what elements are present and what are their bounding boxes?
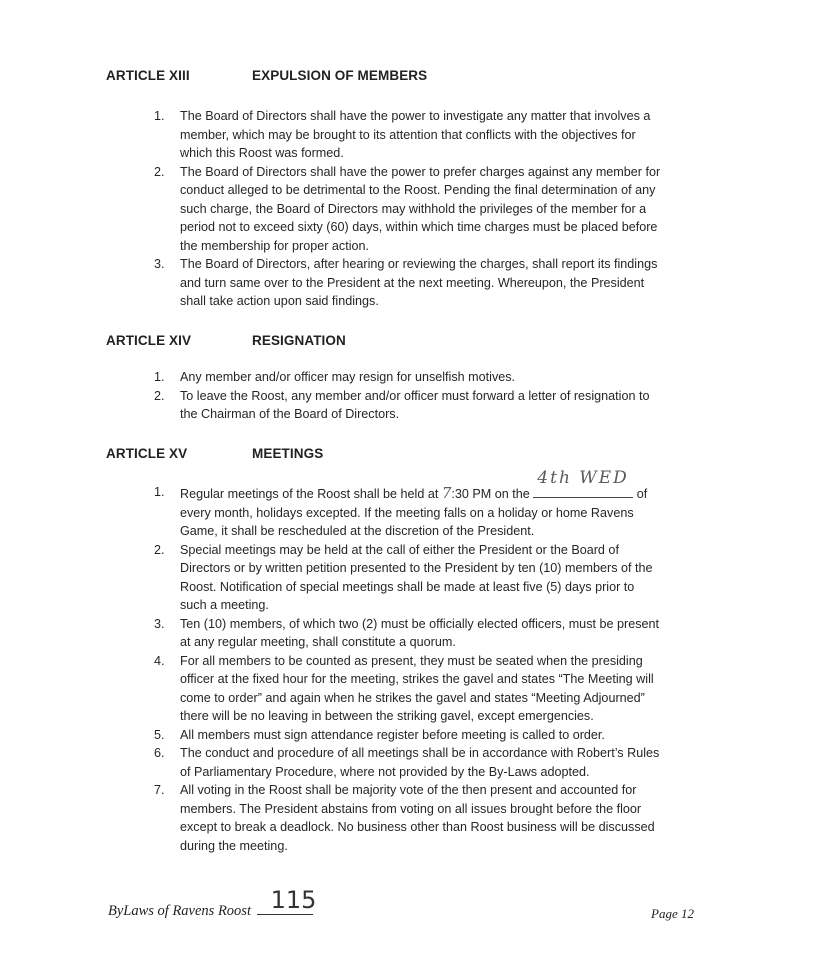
- article-number: ARTICLE XV: [106, 446, 188, 461]
- list-item: 3. Ten (10) members, of which two (2) must be officially elected officers, must be present at any regular meeting, shall constitute a quorum.: [154, 616, 659, 649]
- handwritten-number-field: [257, 886, 317, 915]
- meeting-time-line: Regular meetings of the Roost shall be held at 7:30 PM on the 4th WED of: [180, 468, 648, 502]
- list-item: 6. The conduct and procedure of all meetings shall be in accordance with Robert’s Rules of Parliamentary Procedure, where not provided by the By-Laws adopted.: [154, 746, 660, 779]
- article-number: ARTICLE XIV: [106, 333, 192, 348]
- article-xiv: [106, 333, 706, 424]
- list-item: 1. Regular meetings of the Roost shall be held at 7:30 PM on the 4th WED of every month, holidays excepted. If the meeting falls on a holiday or home Ravens Game, it shall be rescheduled at the discretion of the President.: [106, 483, 706, 541]
- article-items: [106, 468, 706, 855]
- list-item: 2. Special meetings may be held at the call of either the President or the Board of Directors or by written petition presented to the President by ten (10) members of the Roost. Notification of special meetings shall be made at least five (5) days prior to such a meeting.: [154, 542, 653, 612]
- article-title: RESIGNATION: [252, 333, 346, 348]
- article-heading: [106, 333, 706, 348]
- article-title: EXPULSION OF MEMBERS: [252, 68, 428, 83]
- list-item: 1. The Board of Directors shall have the power to investigate any matter that involves a member, which may be brought to its attention that conflicts with the objectives for which this Roost was formed.: [154, 109, 651, 160]
- handwritten-meeting-day: 4th WED: [537, 468, 629, 488]
- page-number: Page 12: [651, 906, 694, 921]
- page-footer: [108, 886, 694, 932]
- article-items: [106, 368, 706, 424]
- list-item: 3. The Board of Directors, after hearing or reviewing the charges, shall report its findings and turn same over to the President at the next meeting. Whereupon, the President shall take action upon said findings.: [154, 257, 658, 308]
- article-heading: [106, 446, 706, 461]
- article-xiii: [106, 68, 706, 311]
- article-xv: [106, 446, 706, 855]
- handwritten-number: 115: [270, 886, 317, 914]
- article-items: [106, 107, 706, 311]
- article-number: ARTICLE XIII: [106, 68, 190, 83]
- list-item: 7. All voting in the Roost shall be majority vote of the then present and accounted for members. The President abstains from voting on all issues brought before the floor except to break a deadlock. No business other than Roost business will be discussed during the meeting.: [154, 783, 655, 853]
- list-item: 4. For all members to be counted as present, they must be seated when the presiding officer at the fixed hour for the meeting, strikes the gavel and states “The Meeting will come to order” and again when he strikes the gavel and states “Meeting Adjourned” there will be no leaving in between the striking gavel, except emergencies.: [154, 653, 654, 723]
- list-item: 5. All members must sign attendance register before meeting is called to order.: [154, 727, 605, 742]
- handwritten-hour: 7: [441, 484, 452, 502]
- footer-document-title: ByLaws of Ravens Roost 115: [108, 886, 317, 919]
- list-item: 1. Any member and/or officer may resign for unselfish motives.: [154, 370, 516, 384]
- article-heading: [106, 68, 706, 83]
- meeting-day-field: [533, 468, 633, 498]
- list-item: 2. To leave the Roost, any member and/or officer must forward a letter of resignation to the Chairman of the Board of Directors.: [154, 388, 650, 421]
- article-title: MEETINGS: [252, 446, 324, 461]
- list-item: 2. The Board of Directors shall have the power to prefer charges against any member for conduct alleged to be detrimental to the Roost. Pending the final determination of any such charge, the Board of Directors may withhold the privileges of the member for a period not to exceed sixty (60) days, within which time charges must be placed before the membership for proper action.: [154, 164, 661, 253]
